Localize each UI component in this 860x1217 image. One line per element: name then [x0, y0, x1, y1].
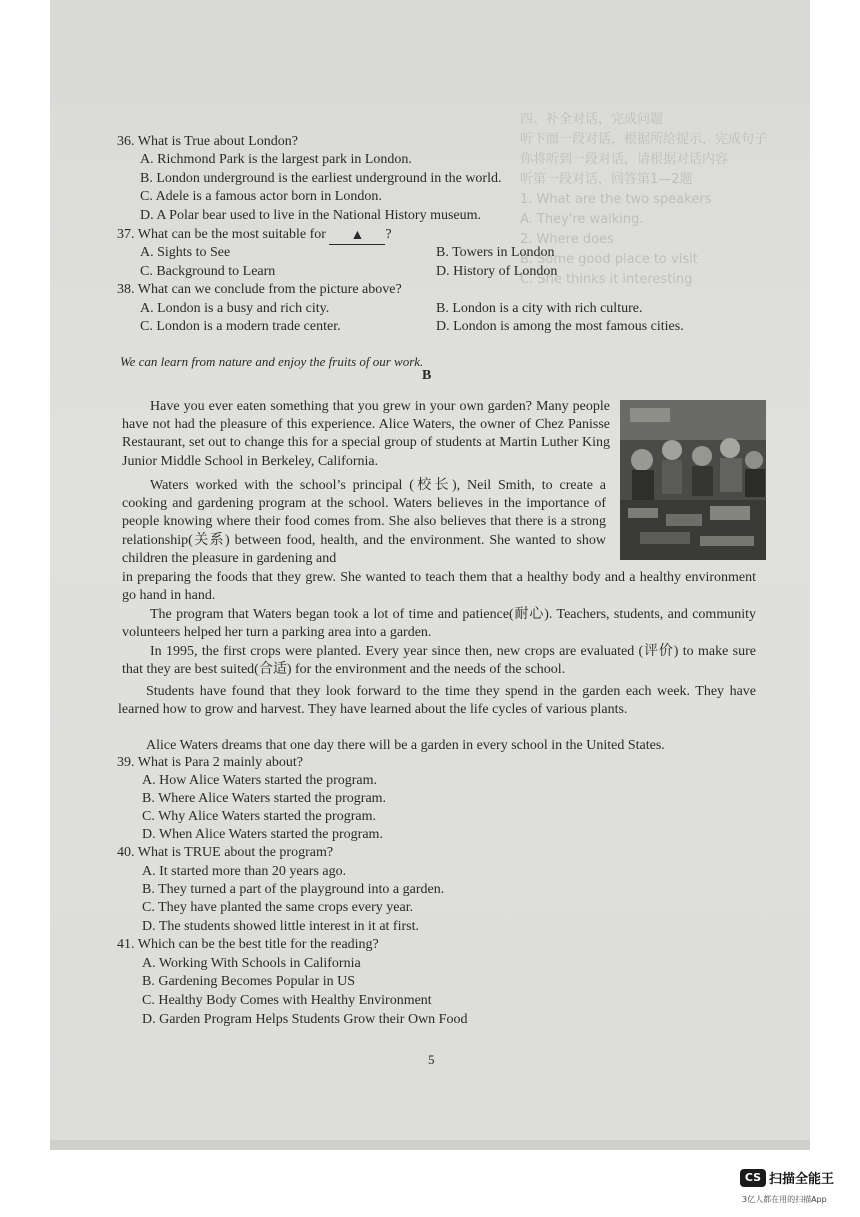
- q41-option-b: B. Gardening Becomes Popular in US: [142, 974, 356, 989]
- q38-option-a: A. London is a busy and rich city.: [140, 301, 330, 316]
- section-motto: We can learn from nature and enjoy the fruits of our work.: [120, 354, 424, 369]
- q39-stem: 39. What is Para 2 mainly about?: [117, 755, 303, 770]
- q39-option-a: A. How Alice Waters started the program.: [142, 773, 377, 788]
- q39-option-c: C. Why Alice Waters started the program.: [142, 809, 376, 824]
- cs-logo-icon: CS: [740, 1169, 766, 1187]
- page-number: 5: [428, 1052, 435, 1067]
- q38-stem: 38. What can we conclude from the picture above?: [117, 282, 402, 297]
- passage-paragraph-6: Alice Waters dreams that one day there will be a garden in every school in the United States.: [146, 738, 665, 753]
- q37-blank: [329, 228, 385, 245]
- q38-option-d: D. London is among the most famous cities.: [436, 319, 684, 334]
- scanner-app-name: 扫描全能王: [769, 1172, 835, 1187]
- passage-paragraph-2a: Waters worked with the school’s principal (校长), Neil Smith, to create a cooking and gardening program at the school. Waters believes in the importance of people knowing where their food comes from. She also believes that there is a strong relationship(关系) between food, health, and the environment. She wanted to show children the pleasure in gardening and: [122, 478, 606, 566]
- q41-option-d: D. Garden Program Helps Students Grow their Own Food: [142, 1012, 468, 1027]
- q39-option-b: B. Where Alice Waters started the program.: [142, 791, 387, 806]
- q38-option-c: C. London is a modern trade center.: [140, 319, 341, 334]
- q40-option-b: B. They turned a part of the playground into a garden.: [142, 882, 445, 897]
- garden-photo: [620, 400, 766, 560]
- q36-stem: 36. What is True about London?: [117, 134, 298, 149]
- q40-option-c: C. They have planted the same crops every year.: [142, 900, 414, 915]
- q36-option-c: C. Adele is a famous actor born in London.: [140, 189, 382, 204]
- q40-option-d: D. The students showed little interest in it at first.: [142, 919, 419, 934]
- q36-option-d: D. A Polar bear used to live in the National History museum.: [140, 208, 482, 223]
- q37-stem-suffix: ?: [385, 227, 392, 242]
- q40-stem: 40. What is TRUE about the program?: [117, 845, 334, 860]
- bleed-through-text: 四、补全对话，完成问题 听下面一段对话，根据所给提示，完成句子 你将听到一段对话，请根据对话内容 听第一段对话，回答第1—2题 1. What are the two speakers A. They're walking. 2. Where does B. Some good place to visit C. She thinks it interesting: [520, 112, 768, 287]
- q37-option-a: A. Sights to See: [140, 245, 231, 260]
- q41-stem: 41. Which can be the best title for the reading?: [117, 937, 379, 952]
- section-letter: B: [422, 368, 432, 383]
- passage-paragraph-2b: in preparing the foods that they grew. She wanted to teach them that a healthy body and a healthy environment go hand in hand.: [122, 570, 756, 604]
- passage-paragraph-4: In 1995, the first crops were planted. Every year since then, new crops are evaluated (评价) to make sure that they are best suited(合适) for the environment and the needs of the school.: [122, 644, 756, 678]
- q40-option-a: A. It started more than 20 years ago.: [142, 864, 347, 879]
- q37-option-b: B. Towers in London: [436, 245, 555, 260]
- q37-stem: [117, 227, 392, 244]
- passage-paragraph-3: The program that Waters began took a lot of time and patience(耐心). Teachers, students, and community volunteers helped her turn a parking area into a garden.: [122, 607, 756, 641]
- scanner-app-logo: [740, 1168, 834, 1187]
- q36-option-b: B. London underground is the earliest underground in the world.: [140, 171, 502, 186]
- q37-option-c: C. Background to Learn: [140, 264, 276, 279]
- passage-paragraph-1: Have you ever eaten something that you grew in your own garden? Many people have not had the pleasure of this experience. Alice Waters, the owner of Chez Panisse Restaurant, set out to change this for a special group of students at Martin Luther King Junior Middle School in Berkeley, California.: [122, 399, 610, 469]
- q36-option-a: A. Richmond Park is the largest park in London.: [140, 152, 412, 167]
- q41-option-c: C. Healthy Body Comes with Healthy Environment: [142, 993, 432, 1008]
- q39-option-d: D. When Alice Waters started the program.: [142, 827, 383, 842]
- q38-option-b: B. London is a city with rich culture.: [436, 301, 643, 316]
- triangle-marker-icon: ▲: [350, 228, 365, 243]
- passage-paragraph-5: Students have found that they look forward to the time they spend in the garden each week. They have learned how to grow and harvest. They have learned about the life cycles of various plants.: [118, 684, 756, 718]
- q41-option-a: A. Working With Schools in California: [142, 956, 361, 971]
- scanner-app-tagline: 3亿人都在用的扫描App: [742, 1195, 827, 1204]
- q37-stem-prefix: 37. What can be the most suitable for: [117, 227, 326, 242]
- garden-photo-image: [620, 400, 766, 560]
- q37-option-d: D. History of London: [436, 264, 558, 279]
